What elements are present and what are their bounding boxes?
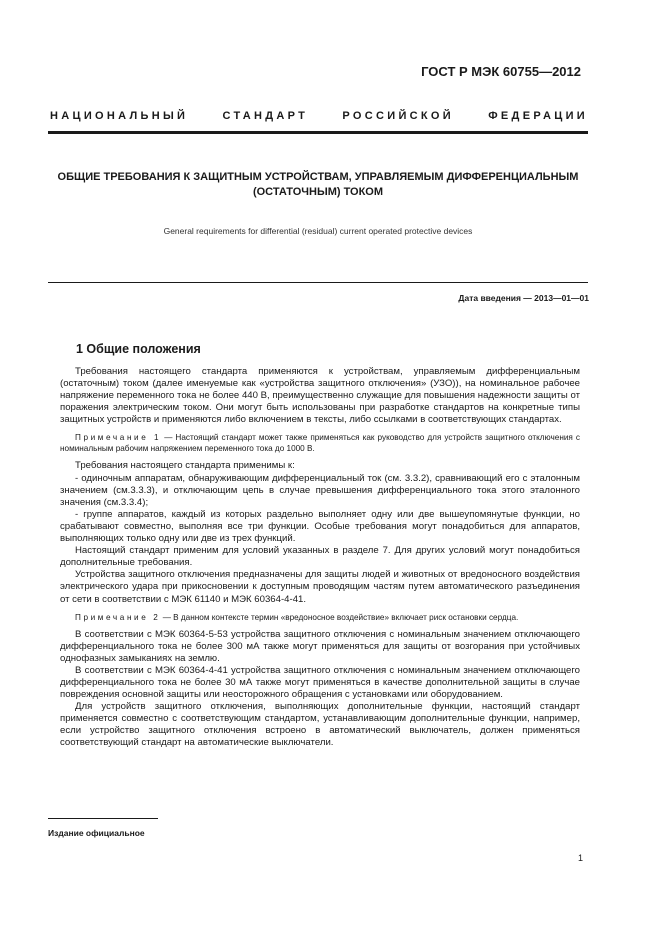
national-standard-banner: НАЦИОНАЛЬНЫЙ СТАНДАРТ РОССИЙСКОЙ ФЕДЕРАЦИИ — [50, 110, 588, 122]
official-edition: Издание официальное — [48, 828, 145, 838]
note-2-text: — В данном контексте термин «вредоносное воздействие» включает риск остановки сердца. — [160, 612, 519, 622]
introduction-date: Дата введения — 2013—01—01 — [458, 293, 589, 303]
paragraph-purpose: Устройства защитного отключения предназначены для защиты людей и животных от вредоносного воздействия электрического удара при прикосновении к доступным проводящим частям путем автоматического разъединения от сети в соответствии с МЭК 61140 и МЭК 60364-4-41. — [60, 569, 580, 605]
page-number: 1 — [577, 853, 583, 863]
paragraph-conditions: Настоящий стандарт применим для условий указанных в разделе 7. Для других условий могут понадобиться дополнительные требования. — [60, 545, 580, 569]
list-item-single-devices: - одиночным аппаратам, обнаруживающим дифференциальный ток (см. 3.3.2), сравнивающий его с эталонным значением (см.3.3.3), и отключающим цепь в случае превышения дифференциального тока этого эталонного значения (см.3.3.4); — [60, 472, 580, 508]
paragraph-scope: Требования настоящего стандарта применяются к устройствам, управляемым дифференциальным (остаточным) током (далее именуемые как «устройства защитного отключения» (УЗО)), на номинальное рабочее напряжение переменного тока не более 440 В, преимущественно служащие для повышения надежности защиты от поражения электрическим током. Они могут быть использованы при разработке стандартов на конкретные типы защитных устройств и применяются либо включением в тексты, либо ссылками в соответствующих стандартах. — [60, 366, 580, 426]
title-line-2: (ОСТАТОЧНЫМ) ТОКОМ — [252, 186, 384, 198]
paragraph-additional-functions: Для устройств защитного отключения, выполняющих дополнительные функции, настоящий стандарт применяется совместно с соответствующим стандартом, устанавливающим дополнительные функции, например, если устройство защитного отключения встроено в автоматический выключатель, должен применяться соответствующий стандарт на автоматические выключатели. — [60, 701, 580, 749]
document-title — [48, 170, 588, 200]
note-1-text: — Настоящий стандарт может также применяться как руководство для устройств защитного отключения с номинальным рабочим напряжением переменного тока до 1000 В. — [60, 433, 580, 454]
note-1 — [60, 432, 580, 454]
standard-number: ГОСТ Р МЭК 60755—2012 — [421, 64, 581, 79]
english-title: General requirements for differential (residual) current operated protective devices — [163, 226, 473, 236]
note-2-label: Примечание 2 — [75, 612, 161, 622]
title-line-1: ОБЩИЕ ТРЕБОВАНИЯ К ЗАЩИТНЫМ УСТРОЙСТВАМ, УПРАВЛЯЕМЫМ ДИФФЕРЕНЦИАЛЬНЫМ — [57, 171, 579, 183]
list-item-device-groups: - группе аппаратов, каждый из которых раздельно выполняет одну или две вышеупомянутые функции, но срабатывают совместно, выполняя все три функции. Особые требования могут понадобиться для аппаратов, выполняющих только одну или две из трех функций. — [60, 508, 580, 545]
paragraph-additional-protection: В соответствии с МЭК 60364-4-41 устройства защитного отключения с номинальным значением отключающего дифференциального тока не более 30 мА также могут применяться в качестве дополнительной защиты в случае повреждения основной защиты или неосторожного обращения с установками или оборудованием. — [60, 664, 580, 701]
body-text — [60, 366, 580, 750]
footer-rule — [48, 818, 158, 819]
paragraph-applicability: Требования настоящего стандарта применимы к: — [75, 460, 295, 472]
paragraph-fire-protection: В соответствии с МЭК 60364-5-53 устройства защитного отключения с номинальным значением отключающего дифференциального тока не более 300 мА также могут применяться для защиты от возгорания при устойчивых однофазных замыканиях на землю. — [60, 628, 580, 664]
note-1-label: Примечание 1 — [75, 433, 162, 443]
section-heading: 1 Общие положения — [76, 342, 201, 356]
header-rule — [48, 131, 588, 134]
title-rule — [48, 282, 588, 283]
note-2 — [60, 612, 580, 623]
